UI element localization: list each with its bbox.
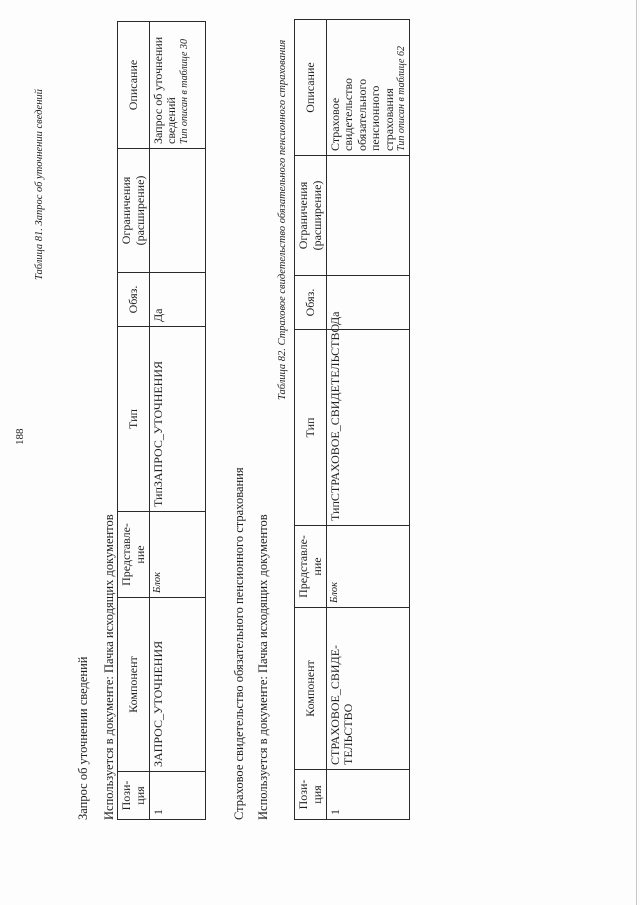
cell-restrictions bbox=[327, 156, 410, 276]
table-82-caption: Таблица 82. Страховое свидетельство обязательного пенсионного страхования bbox=[277, 39, 288, 400]
page-number: 188 bbox=[14, 428, 26, 445]
section-2-title: Страховое свидетельство обязательного пенсионного страхования bbox=[232, 467, 246, 820]
table-row bbox=[327, 20, 410, 820]
table-82 bbox=[294, 19, 410, 820]
cell-position: 1 bbox=[327, 770, 410, 820]
cell-description bbox=[327, 20, 410, 156]
section-1-used-in: Используется в документе: Пачка исходящих документов bbox=[102, 514, 116, 820]
header-type: Тип bbox=[118, 327, 150, 512]
description-note: Тип описан в таблице 62 bbox=[396, 46, 408, 151]
cell-required: Да bbox=[327, 276, 410, 330]
cell-representation: Блок bbox=[327, 526, 410, 608]
header-representation: Представле-ние bbox=[295, 526, 327, 608]
section-1-title: Запрос об уточнении сведений bbox=[76, 656, 90, 820]
cell-description bbox=[150, 22, 206, 149]
description-note: Тип описан в таблице 30 bbox=[178, 39, 190, 144]
header-required: Обяз. bbox=[118, 273, 150, 327]
header-required: Обяз. bbox=[295, 276, 327, 330]
cell-type: ТипЗАПРОС_УТОЧНЕНИЯ bbox=[150, 327, 206, 512]
header-type: Тип bbox=[295, 330, 327, 526]
header-description: Описание bbox=[118, 22, 150, 149]
header-restrictions: Ограничения (расширение) bbox=[295, 156, 327, 276]
cell-type: ТипСТРАХОВОЕ_СВИДЕТЕЛЬСТВО bbox=[327, 330, 410, 526]
description-text: Страховое свидетельство обязательного пенсионного страхования bbox=[328, 77, 396, 151]
table-header-row bbox=[118, 22, 150, 820]
section-2-used-in: Используется в документе: Пачка исходящих документов bbox=[256, 514, 270, 820]
table-header-row bbox=[295, 20, 327, 820]
cell-component: СТРАХОВОЕ_СВИДЕ-ТЕЛЬСТВО bbox=[327, 608, 410, 770]
header-position: Пози-ция bbox=[118, 772, 150, 820]
header-position: Пози-ция bbox=[295, 770, 327, 820]
header-restrictions: Ограничения (расширение) bbox=[118, 149, 150, 273]
cell-component: ЗАПРОС_УТОЧНЕНИЯ bbox=[150, 598, 206, 772]
header-representation: Представле-ние bbox=[118, 512, 150, 598]
description-text: Запрос об уточнении сведений bbox=[151, 36, 179, 144]
cell-position: 1 bbox=[150, 772, 206, 820]
header-component: Компонент bbox=[118, 598, 150, 772]
page-edge-divider bbox=[636, 0, 637, 905]
table-row bbox=[150, 22, 206, 820]
cell-restrictions bbox=[150, 149, 206, 273]
header-description: Описание bbox=[295, 20, 327, 156]
cell-representation: Блок bbox=[150, 512, 206, 598]
table-81 bbox=[117, 21, 206, 820]
cell-required: Да bbox=[150, 273, 206, 327]
header-component: Компонент bbox=[295, 608, 327, 770]
table-81-caption: Таблица 81. Запрос об уточнении сведений bbox=[34, 89, 45, 280]
